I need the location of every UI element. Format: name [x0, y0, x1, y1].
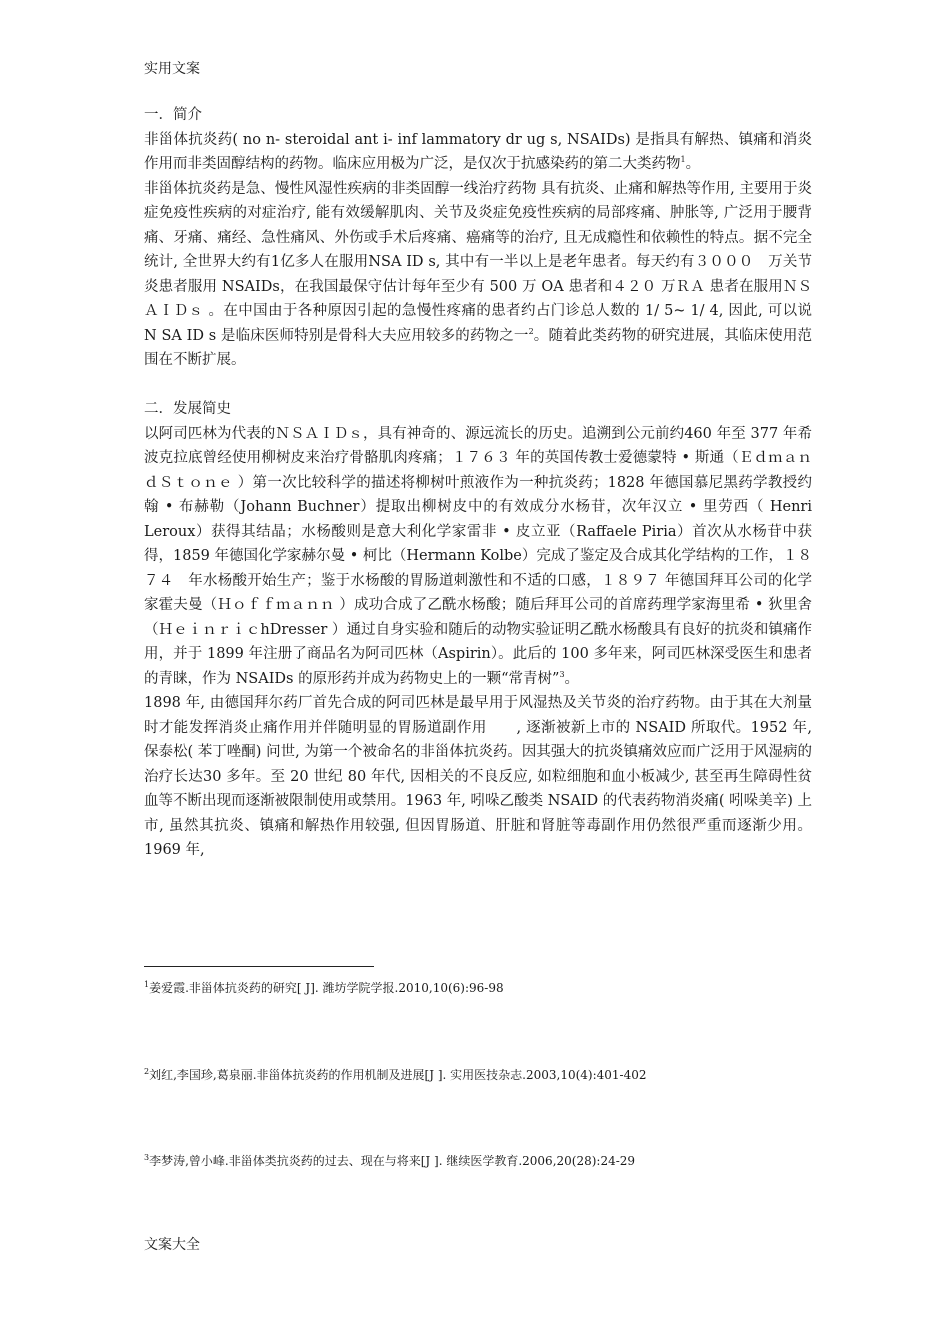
- footnote-2: [144, 1067, 647, 1083]
- footnote-number: 1: [144, 980, 150, 989]
- footnote-text: 刘红,李国珍,葛泉丽.非甾体抗炎药的作用机制及进展[J ]. 实用医技杂志.2003,10(4):401-402: [149, 1068, 647, 1082]
- footnote-text: 姜爱霞.非甾体抗炎药的研究[ J]. 潍坊学院学报.2010,10(6):96-98: [149, 981, 504, 995]
- section-spacer: [144, 373, 812, 398]
- document-body: [144, 103, 812, 863]
- intro-paragraph-2: [144, 177, 812, 373]
- footnote-text: 李梦涛,曾小峰.非甾体类抗炎药的过去、现在与将来[J ]. 继续医学教育.2006,20(28):24-29: [149, 1154, 636, 1168]
- footnote-3: [144, 1153, 635, 1169]
- footnote-ref-1[interactable]: 1: [680, 155, 686, 165]
- footnote-number: 3: [144, 1153, 150, 1162]
- intro-paragraph-2-text: 非甾体抗炎药是急、慢性风湿性疾病的非类固醇一线治疗药物 具有抗炎、止痛和解热等作用, 主要用于炎症免疫性疾病的对症治疗, 能有效缓解肌肉、关节及炎症免疫性疾病的局部疼痛、肿胀等, 广泛用于腰背痛、牙痛、痛经、急性痛风、外伤或手术后疼痛、癌痛等的治疗, 且无成瘾性和依赖性的特点。据不完全统计, 全世界大约有1亿多人在服用NSA ID s, 其中有一半以上是老年患者。每天约有３０００ 万关节炎患者服用 NSAIDs，在我国最保守估计每年至少有 500 万 OA 患者和４２０ 万ＲＡ 患者在服用ＮＳＡＩＤｓ 。在中国由于各种原因引起的急慢性疼痛的患者约占门诊总人数的 1/ 5~ 1/ 4, 因此, 可以说 N SA ID s 是临床医师特别是骨科大夫应用较多的药物之一: [144, 180, 812, 344]
- history-paragraph-2: 1898 年, 由德国拜尔药厂首先合成的阿司匹林是最早用于风湿热及关节炎的治疗药物。由于其在大剂量时才能发挥消炎止痛作用并伴随明显的胃肠道副作用 , 逐渐被新上市的 NSAID 所取代。1952 年, 保泰松( 苯丁唑酮) 问世, 为第一个被命名的非甾体抗炎药。因其强大的抗炎镇痛效应而广泛用于风湿病的治疗长达30 多年。至 20 世纪 80 年代, 因相关的不良反应, 如粒细胞和血小板减少, 甚至再生障碍性贫血等不断出现而逐渐被限制使用或禁用。1963 年, 吲哚乙酸类 NSAID 的代表药物消炎痛( 吲哚美辛) 上市, 虽然其抗炎、镇痛和解热作用较强, 但因胃肠道、肝脏和肾脏等毒副作用仍然很严重而逐渐少用。1969 年,: [144, 695, 812, 858]
- footnote-1: [144, 980, 504, 996]
- intro-paragraph-1-end: 。: [685, 156, 701, 172]
- footnote-ref-3[interactable]: 3: [559, 669, 565, 679]
- page-header: 实用文案: [144, 61, 200, 77]
- section-heading-intro: 一．简介: [144, 107, 202, 123]
- intro-paragraph-1-text: 非甾体抗炎药( no n- steroidal ant i- inf lammatory dr ug s, NSAIDs) 是指具有解热、镇痛和消炎作用而非类固醇结构的药物。临床应用极为广泛，是仅次于抗感染药的第二大类药物: [144, 131, 812, 172]
- history-paragraph-1-end: 。: [564, 670, 580, 687]
- section-heading-history: 二．发展简史: [144, 401, 231, 417]
- footnote-divider: [144, 966, 374, 967]
- intro-paragraph-2-end: 。随着此类药物的研究进展，其临床使用范围在不断扩展。: [144, 327, 812, 368]
- intro-paragraph-1: [144, 128, 812, 177]
- history-paragraph-1: [144, 422, 812, 692]
- history-paragraph-1-text: 以阿司匹林为代表的ＮＳＡＩＤｓ，具有神奇的、源远流长的历史。追溯到公元前约460 年至 377 年希波克拉底曾经使用柳树皮来治疗骨骼肌肉疼痛；１７６３ 年的英国传教士爱德蒙特 • 斯通（ＥｄｍａｎｄＳｔｏｎｅ ）第一次比较科学的描述将柳树叶煎液作为一种抗炎药；1828 年德国慕尼黑药学教授约翰 • 布赫勒（Johann Buchner）提取出柳树皮中的有效成分水杨苷，次年汉立 • 里劳西（ Henri Leroux）获得其结晶；水杨酸则是意大利化学家雷非 • 皮立亚（Raffaele Piria）首次从水杨苷中获得，1859 年德国化学家赫尔曼 • 柯比（Hermann Kolbe）完成了鉴定及合成其化学结构的工作，１８７４ 年水杨酸开始生产；鉴于水杨酸的胃肠道刺激性和不适的口感，１８９７ 年德国拜耳公司的化学家霍夫曼（Ｈｏｆｆｍａｎｎ ）成功合成了乙酰水杨酸；随后拜耳公司的首席药理学家海里希 • 狄里舍（ＨｅｉｎｒｉｃhDresser ）通过自身实验和随后的动物实验证明乙酰水杨酸具有良好的抗炎和镇痛作用，并于 1899 年注册了商品名为阿司匹林（Aspirin）。此后的 100 多年来，阿司匹林深受医生和患者的青睐，作为 NSAIDs 的原形药并成为药物史上的一颗“常青树”: [144, 425, 813, 687]
- footnote-ref-2[interactable]: 2: [528, 326, 534, 336]
- footnote-number: 2: [144, 1067, 150, 1076]
- page-footer: 文案大全: [144, 1237, 200, 1253]
